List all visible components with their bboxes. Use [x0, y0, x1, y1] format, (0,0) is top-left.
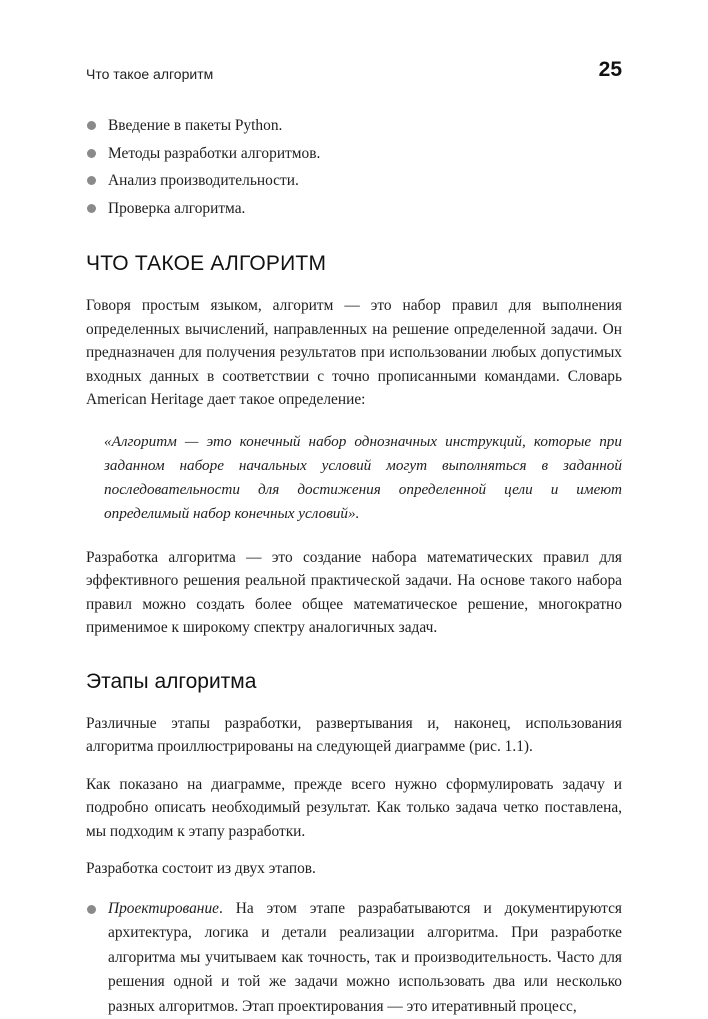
paragraph: Различные этапы разработки, развертывания и, наконец, использования алгоритма проиллюстрированы на следующей диаграмме (рис. 1.1). [86, 712, 622, 759]
design-term: Проектирование [108, 900, 219, 917]
section-heading: ЧТО ТАКОЕ АЛГОРИТМ [86, 252, 622, 276]
list-item: Введение в пакеты Python. [86, 112, 622, 140]
bullet-icon [87, 149, 96, 158]
design-description: . На этом этапе разрабатываются и документируются архитектура, логика и детали реализации алгоритма. При разработке алгоритма мы учитываем как точность, так и производительность. Часто для решения одной и той же задачи можно использовать два или несколько разных алгоритмов. Этап проектирования — это итеративный процесс, [108, 900, 622, 1015]
list-item: Методы разработки алгоритмов. [86, 140, 622, 168]
paragraph: Разработка алгоритма — это создание набора математических правил для эффективного решения реальной практической задачи. На основе такого набора правил можно создать более общее математическое решение, многократно применимое к широкому спектру аналогичных задач. [86, 546, 622, 640]
spacer [86, 843, 622, 857]
bullet-icon [87, 121, 96, 130]
paragraph: Как показано на диаграмме, прежде всего нужно сформулировать задачу и подробно описать необходимый результат. Как только задача четко поставлена, мы подходим к этапу разработки. [86, 773, 622, 844]
list-item: Проверка алгоритма. [86, 195, 622, 223]
paragraph: Говоря простым языком, алгоритм — это набор правил для выполнения определенных вычислений, направленных на решение определенной задачи. Он предназначен для получения результатов при использовании любых допустимых входных данных в соответствии с точно прописанными командами. Словарь American Heritage дает такое определение: [86, 294, 622, 412]
running-title: Что такое алгоритм [86, 66, 213, 82]
spacer [86, 759, 622, 773]
design-bullet-text [108, 897, 622, 1019]
paragraph: Разработка состоит из двух этапов. [86, 857, 622, 881]
design-bullet [86, 897, 622, 1019]
page-content [86, 112, 622, 1019]
intro-bullet-list [86, 112, 622, 222]
list-item: Анализ производительности. [86, 167, 622, 195]
page-number: 25 [599, 58, 622, 82]
bullet-icon [87, 176, 96, 185]
bullet-icon [87, 204, 96, 213]
bullet-icon [87, 905, 96, 914]
subsection-heading: Этапы алгоритма [86, 670, 622, 694]
dictionary-quote: «Алгоритм — это конечный набор однозначных инструкций, которые при заданном наборе начальных условий могут выполняться в заданной последовательности для достижения определенной цели и имеют определимый набор конечных условий». [104, 430, 622, 526]
page-header [86, 58, 622, 88]
